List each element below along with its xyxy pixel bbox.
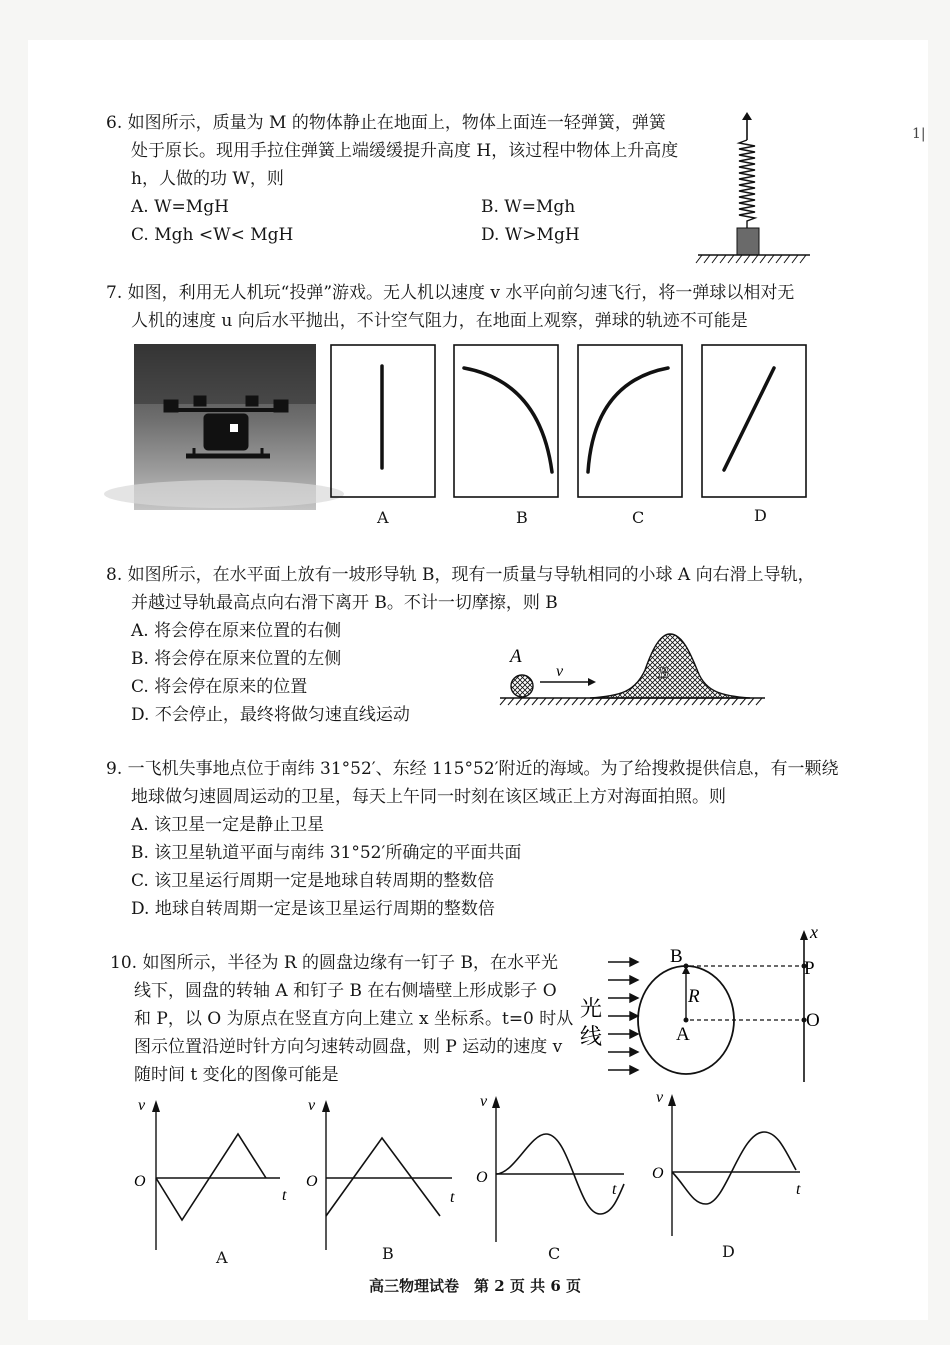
q10-graph-a-origin-label: O [134,1173,146,1190]
q10-text-line3: 和 P，以 O 为原点在竖直方向上建立 x 坐标系。t=0 时从 [134,1009,574,1029]
q8-ball-a [511,675,533,697]
page-footer: 高三物理试卷 第 2 页 共 6 页 [369,1277,581,1295]
q10-graph-b-v-label: v [308,1097,316,1114]
q10-graph-b-label: B [382,1244,394,1263]
q10-graph-d-v-label: v [656,1089,664,1106]
q10-light-label-1: 光 [580,997,603,1022]
q8-option-b: B. 将会停在原来位置的左侧 [131,649,342,669]
q8-option-d: D. 不会停止，最终将做匀速直线运动 [131,705,410,725]
q10-text-line5: 随时间 t 变化的图像可能是 [134,1065,339,1085]
q7-path-b-curve [464,368,552,472]
q10-graph-c-t-label: t [612,1181,617,1198]
q10-graph-c [474,1088,634,1248]
q8-ball-label: A [510,646,522,667]
q10-graph-a-label: A [216,1248,228,1267]
q10-graph-d-label: D [722,1242,735,1261]
q6-option-a: A. W=MgH [131,197,229,217]
q9-option-d: D. 地球自转周期一定是该卫星运行周期的整数倍 [131,899,495,919]
q7-panel-d-label: D [754,506,767,525]
q10-text-line4: 图示位置沿逆时针方向匀速转动圆盘，则 P 运动的速度 v [134,1037,563,1057]
q9-text-line1: 9. 一飞机失事地点位于南纬 31°52′、东经 115°52′附近的海域。为了给搜救提供信息，有一颗绕 [106,759,839,779]
q10-light-label-2: 线 [580,1025,603,1050]
q8-option-a: A. 将会停在原来位置的右侧 [131,621,342,641]
q8-track-figure [500,630,770,716]
q7-drone-photo [134,344,316,510]
q8-velocity-label: v [556,663,564,680]
q10-graph-b-origin-label: O [306,1173,318,1190]
q6-option-b: B. W=Mgh [481,197,576,217]
q10-graph-a [130,1092,290,1252]
q7-text-line1: 7. 如图，利用无人机玩“投弹”游戏。无人机以速度 v 水平向前匀速飞行，将一弹球以相对无 [106,283,795,303]
q10-graph-a-t-label: t [282,1187,287,1204]
q10-label-b: B [670,946,683,967]
q8-track-label: B [658,665,668,682]
q10-disk-figure [578,920,838,1085]
q7-panel-d-frame [702,345,806,497]
q7-text-line2: 人机的速度 u 向后水平抛出，不计空气阻力，在地面上观察，弹球的轨迹不可能是 [131,311,748,331]
q6-option-c: C. Mgh <W< MgH [131,225,294,245]
q10-text-line2: 线下，圆盘的转轴 A 和钉子 B 在右侧墙壁上形成影子 O [134,981,557,1001]
q10-graph-d-t-label: t [796,1181,801,1198]
q7-panel-c-label: C [632,508,645,527]
q10-graph-b [302,1092,462,1252]
q10-graph-d [650,1086,810,1246]
q6-option-d: D. W>MgH [481,225,580,245]
q10-label-x: x [810,922,818,942]
q7-path-c-curve [588,368,668,472]
q8-text-line1: 8. 如图所示，在水平面上放有一坡形导轨 B，现有一质量与导轨相同的小球 A 向右滑上导轨， [106,565,815,585]
q9-option-c: C. 该卫星运行周期一定是地球自转周期的整数倍 [131,871,495,891]
q10-label-o: O [806,1010,820,1031]
q10-graph-d-origin-label: O [652,1165,664,1182]
margin-mark: 1| [912,126,926,142]
q10-graph-a-v-label: v [138,1097,146,1114]
q8-text-line2: 并越过导轨最高点向右滑下离开 B。不计一切摩擦，则 B [131,593,558,613]
q10-axis-a [684,1018,689,1023]
q10-label-p: P [804,958,815,979]
q10-text-line1: 10. 如图所示，半径为 R 的圆盘边缘有一钉子 B，在水平光 [110,953,558,973]
q10-label-a: A [676,1024,690,1045]
q6-text-line3: h，人做的功 W，则 [131,169,284,189]
q8-hill-track-b [590,634,750,698]
q9-text-line2: 地球做匀速圆周运动的卫星，每天上午同一时刻在该区域正上方对海面拍照。则 [131,787,726,807]
q10-light-rays [608,958,638,1074]
q7-panel-b-label: B [516,508,528,527]
q9-option-b: B. 该卫星轨道平面与南纬 31°52′所确定的平面共面 [131,843,522,863]
q9-option-a: A. 该卫星一定是静止卫星 [131,815,325,835]
q7-path-d-diagonal [724,368,774,470]
q6-text-line2: 处于原长。现用手拉住弹簧上端缓缓提升高度 H，该过程中物体上升高度 [131,141,679,161]
q10-label-r: R [688,986,700,1007]
q7-trajectory-panels [330,344,810,498]
q10-graph-b-t-label: t [450,1189,455,1206]
q7-panel-a-label: A [377,508,389,527]
q10-graph-c-label: C [548,1244,561,1263]
q10-graph-c-origin-label: O [476,1169,488,1186]
q6-spring-figure [690,110,820,270]
q6-text-line1: 6. 如图所示，质量为 M 的物体静止在地面上，物体上面连一轻弹簧，弹簧 [106,113,666,133]
q10-graph-c-v-label: v [480,1093,488,1110]
q10-nail-b [684,964,689,969]
q8-option-c: C. 将会停在原来的位置 [131,677,308,697]
